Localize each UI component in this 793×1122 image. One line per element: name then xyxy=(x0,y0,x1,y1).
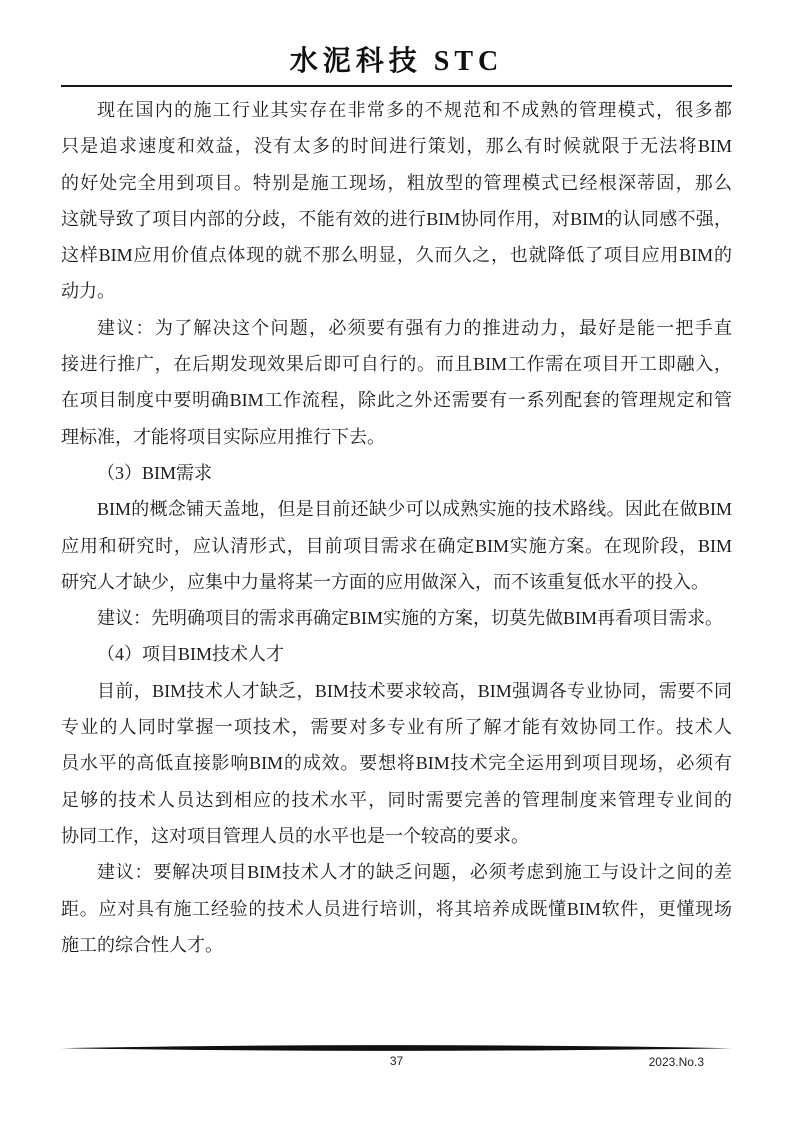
text-line: 接进行推广，在后期发现效果后即可自行的。而且BIM工作需在项目开工即融入， xyxy=(61,354,732,375)
text-line: 足够的技术人员达到相应的技术水平，同时需要完善的管理制度来管理专业间的 xyxy=(61,789,732,810)
text-line: 协同工作，这对项目管理人员的水平也是一个较高的要求。 xyxy=(61,825,529,846)
page-header xyxy=(61,0,732,87)
footer-rule xyxy=(61,1044,732,1053)
text-line: 应用和研究时，应认清形式，目前项目需求在确定BIM实施方案。在现阶段，BIM xyxy=(61,535,732,556)
section-heading xyxy=(61,455,732,491)
text-line: 建议：为了解决这个问题，必须要有强有力的推进动力，最好是能一把手直 xyxy=(97,317,732,338)
paragraph xyxy=(61,92,732,310)
text-line: 研究人才缺少，应集中力量将某一方面的应用做深入，而不该重复低水平的投入。 xyxy=(61,571,709,592)
text-line: 这就导致了项目内部的分歧，不能有效的进行BIM协同作用，对BIM的认同感不强， xyxy=(61,208,732,229)
text-line: 建议：要解决项目BIM技术人才的缺乏问题，必须考虑到施工与设计之间的差 xyxy=(97,862,732,883)
text-line: BIM的概念铺天盖地，但是目前还缺少可以成熟实施的技术路线。因此在做BIM xyxy=(97,499,732,520)
text-line: 只是追求速度和效益，没有太多的时间进行策划，那么有时候就限于无法将BIM xyxy=(61,136,732,157)
page-number: 37 xyxy=(389,1054,404,1068)
page-footer xyxy=(61,1044,732,1069)
paragraph xyxy=(61,310,732,455)
text-line: 建议：先明确项目的需求再确定BIM实施的方案，切莫先做BIM再看项目需求。 xyxy=(97,608,724,629)
text-line: 理标准，才能将项目实际应用推行下去。 xyxy=(61,426,385,447)
paragraph xyxy=(61,491,732,600)
text-line: 现在国内的施工行业其实存在非常多的不规范和不成熟的管理模式，很多都 xyxy=(97,100,732,120)
text-line: 目前，BIM技术人才缺乏，BIM技术要求较高，BIM强调各专业协同，需要不同 xyxy=(97,680,732,701)
text-line: 员水平的高低直接影响BIM的成效。要想将BIM技术完全运用到项目现场，必须有 xyxy=(61,753,732,774)
text-line: 施工的综合性人才。 xyxy=(61,934,223,955)
text-line: （3）BIM需求 xyxy=(97,462,213,483)
paragraph xyxy=(61,600,732,636)
document-body xyxy=(61,92,732,963)
paragraph xyxy=(61,854,732,963)
paragraph xyxy=(61,673,732,854)
journal-title: 水泥科技 STC xyxy=(289,46,504,77)
text-line: 的好处完全用到项目。特别是施工现场，粗放型的管理模式已经根深蒂固，那么 xyxy=(61,172,732,193)
text-line: （4）项目BIM技术人才 xyxy=(97,644,285,665)
section-heading xyxy=(61,636,732,672)
text-line: 动力。 xyxy=(61,281,115,302)
header-rule xyxy=(61,85,732,87)
text-line: 距。应对具有施工经验的技术人员进行培训，将其培养成既懂BIM软件，更懂现场 xyxy=(61,898,732,919)
text-line: 专业的人同时掌握一项技术，需要对多专业有所了解才能有效协同工作。技术人 xyxy=(61,717,732,738)
text-line: 在项目制度中要明确BIM工作流程，除此之外还需要有一系列配套的管理规定和管 xyxy=(61,390,732,411)
text-line: 这样BIM应用价值点体现的就不那么明显，久而久之，也就降低了项目应用BIM的 xyxy=(61,245,732,266)
issue-label: 2023.No.3 xyxy=(648,1055,704,1069)
